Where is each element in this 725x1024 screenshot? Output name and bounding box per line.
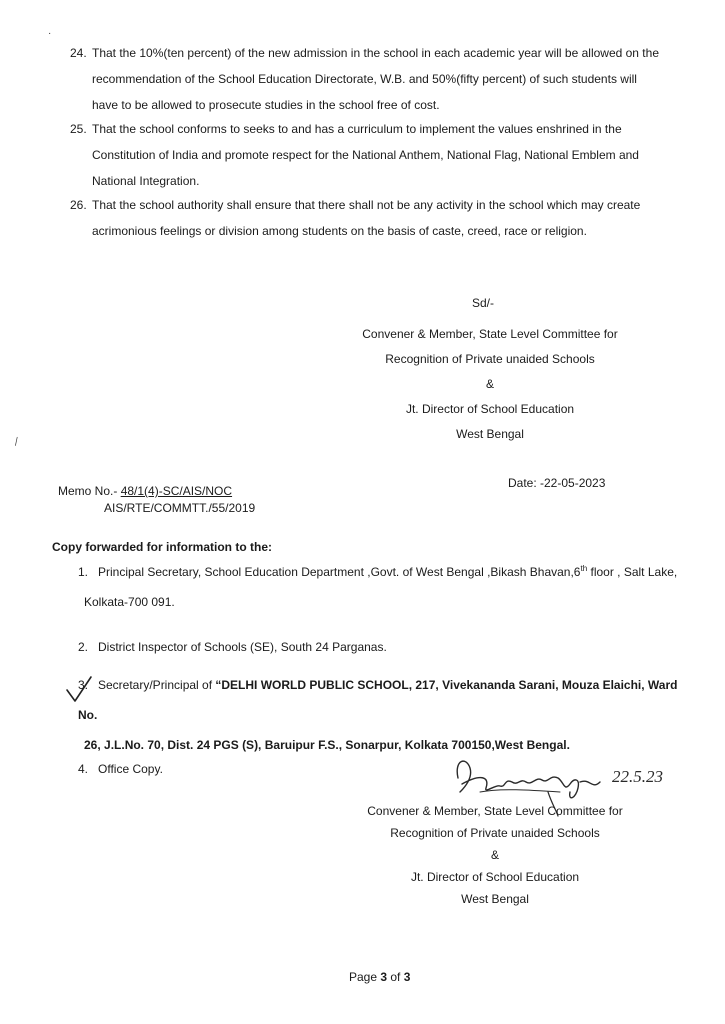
recipient-school-cont: 26, J.L.No. 70, Dist. 24 PGS (S), Baruipur F.S., Sonarpur, Kolkata 700150,West Bengal. <box>84 738 570 752</box>
clause-text: Constitution of India and promote respect for the National Anthem, National Flag, National Emblem and <box>92 148 639 162</box>
signatory-title: Recognition of Private unaided Schools <box>385 352 595 366</box>
sd-mark: Sd/- <box>472 296 495 310</box>
signature-block-bottom <box>325 800 665 910</box>
page-total: 3 <box>403 970 411 984</box>
memo-label: Memo No.- <box>58 484 121 498</box>
memo-number-line1: 48/1(4)-SC/AIS/NOC <box>120 484 233 498</box>
recipient-text: Office Copy. <box>98 762 163 776</box>
list-item <box>78 670 688 760</box>
recipient-text: District Inspector of Schools (SE), South 24 Parganas. <box>98 640 387 654</box>
clause-text: acrimonious feelings or division among students on the basis of caste, creed, race or religion. <box>92 224 587 238</box>
clause-number: 25. <box>70 122 87 136</box>
list-item <box>78 632 688 662</box>
scan-mark: ⁄ <box>14 436 20 448</box>
memo-date: Date: -22-05-2023 <box>508 476 606 490</box>
list-item <box>78 554 688 617</box>
clause-number: 24. <box>70 46 87 60</box>
clause-text: That the 10%(ten percent) of the new admission in the school in each academic year will be allowed on the <box>92 46 659 60</box>
recipient-school: “DELHI WORLD PUBLIC SCHOOL, 217, Vivekananda Sarani, Mouza Elaichi, Ward No. <box>78 678 678 722</box>
page-prefix: Page <box>349 970 381 984</box>
recipient-text: Secretary/Principal of <box>98 678 216 692</box>
memo-number-line2: AIS/RTE/COMMTT./55/2019 <box>104 501 256 515</box>
clause-number: 26. <box>70 198 87 212</box>
superscript: th <box>580 564 588 573</box>
list-number: 3. <box>78 678 89 692</box>
copy-heading: Copy forwarded for information to the: <box>52 540 272 554</box>
list-number: 1. <box>78 565 89 579</box>
list-number: 4. <box>78 762 89 776</box>
recipient-text: Principal Secretary, School Education Department ,Govt. of West Bengal ,Bikash Bhavan,6 <box>98 565 581 579</box>
signatory-title: Recognition of Private unaided Schools <box>390 826 600 840</box>
list-number: 2. <box>78 640 89 654</box>
recipient-text-cont: Kolkata-700 091. <box>84 595 175 609</box>
clause-26 <box>70 192 690 244</box>
clause-24 <box>70 40 690 118</box>
signatory-title: Jt. Director of School Education <box>405 402 575 416</box>
clause-text: National Integration. <box>92 174 200 188</box>
ampersand: & <box>485 377 494 391</box>
signatory-title: Jt. Director of School Education <box>410 870 580 884</box>
recipient-text: floor , Salt Lake, <box>587 565 678 579</box>
page-current: 3 <box>380 970 388 984</box>
memo-number <box>58 483 255 517</box>
signatory-location: West Bengal <box>456 427 524 441</box>
clause-25 <box>70 116 690 194</box>
page-number <box>349 970 410 984</box>
clause-text: have to be allowed to prosecute studies in the school free of cost. <box>92 98 440 112</box>
signatory-title: Convener & Member, State Level Committee for <box>367 804 623 818</box>
scan-mark: · <box>48 28 52 39</box>
clause-text: recommendation of the School Education Directorate, W.B. and 50%(fifty percent) of such students will <box>92 72 637 86</box>
clause-text: That the school authority shall ensure that there shall not be any activity in the school which may create <box>92 198 641 212</box>
signature-block-top <box>320 322 660 447</box>
page-mid: of <box>387 970 404 984</box>
signatory-location: West Bengal <box>461 892 529 906</box>
handwritten-date: 22.5.23 <box>612 767 663 786</box>
signatory-title: Convener & Member, State Level Committee for <box>362 327 618 341</box>
clause-text: That the school conforms to seeks to and has a curriculum to implement the values enshrined in the <box>92 122 622 136</box>
ampersand: & <box>490 848 499 862</box>
